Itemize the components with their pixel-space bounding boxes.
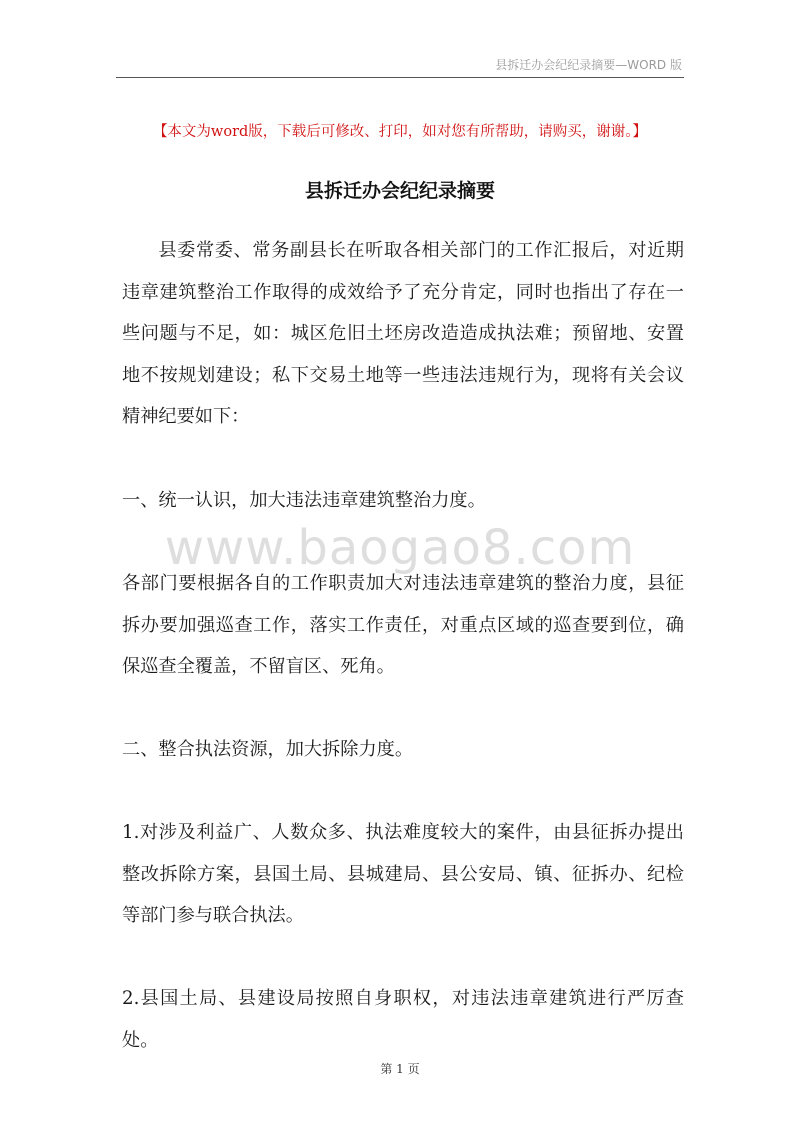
section-heading-1: 一、统一认识，加大违法违章建筑整治力度。: [122, 490, 486, 511]
section-body-1: 各部门要根据各自的工作职责加大对违法违章建筑的整治力度，县征拆办要加强巡查工作，落实工作责任，对重点区域的巡查要到位，确保巡查全覆盖，不留盲区、死角。: [122, 573, 684, 677]
header-divider: [116, 77, 684, 78]
purchase-notice: 【本文为word版，下载后可修改、打印，如对您有所帮助，请购买，谢谢。】: [152, 124, 648, 140]
section-heading-2: 二、整合执法资源，加大拆除力度。: [122, 739, 414, 760]
document-title: 县拆迁办会纪纪录摘要: [304, 180, 495, 202]
list-item-1: 1.对涉及利益广、人数众多、执法难度较大的案件，由县征拆办提出整改拆除方案，县国土局、县城建局、县公安局、镇、征拆办、纪检等部门参与联合执法。: [122, 822, 684, 926]
intro-paragraph: 县委常委、常务副县长在听取各相关部门的工作汇报后，对近期违章建筑整治工作取得的成效给予了充分肯定，同时也指出了存在一些问题与不足，如：城区危旧土坯房改造造成执法难；预留地、安置地不按规划建设；私下交易土地等一些违法违规行为，现将有关会议精神纪要如下：: [122, 240, 684, 427]
list-item-2: 2.县国土局、县建设局按照自身职权，对违法违章建筑进行严厉查处。: [122, 988, 684, 1051]
page-number: 第 1 页: [380, 1062, 420, 1076]
running-header: 县拆迁办会纪纪录摘要—WORD 版: [495, 58, 682, 72]
watermark: www.baogao8.com: [164, 520, 636, 576]
